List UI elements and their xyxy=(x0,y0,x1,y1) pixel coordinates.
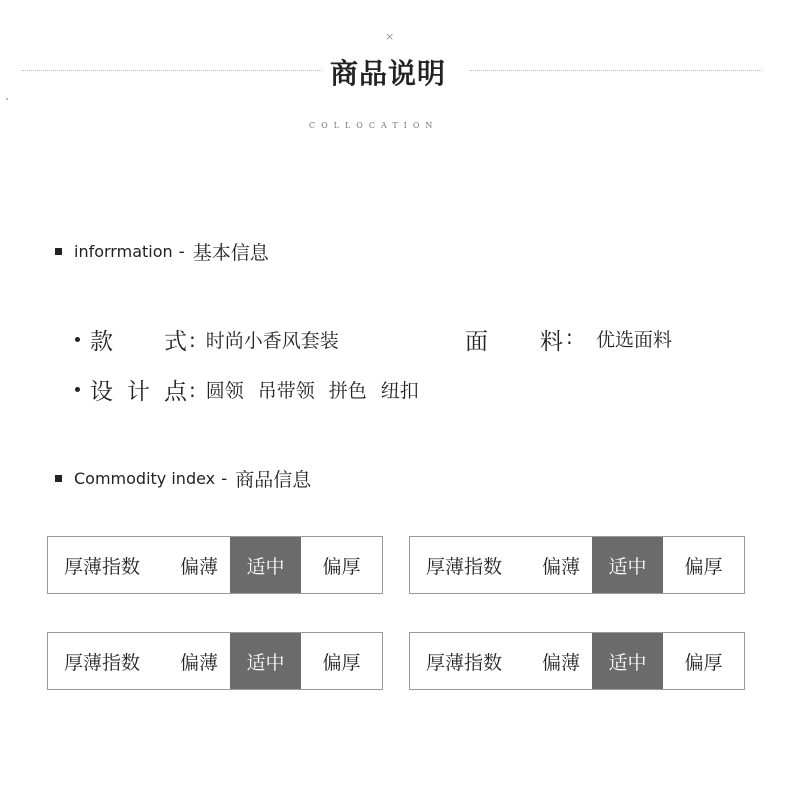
thickness-option-thin: 偏薄 xyxy=(542,555,581,578)
thickness-option-thin: 偏薄 xyxy=(180,651,219,674)
fabric-label-1: 面 xyxy=(465,329,488,355)
section-basic-info-header xyxy=(55,238,269,265)
section-separator: - xyxy=(221,468,228,489)
thickness-option-medium-selected: 适中 xyxy=(230,537,301,593)
section-separator: - xyxy=(178,241,185,262)
thickness-index-label: 厚薄指数 xyxy=(64,651,141,674)
thickness-index-box xyxy=(409,536,745,594)
style-colon: : xyxy=(189,327,196,352)
thickness-index-box xyxy=(409,632,745,690)
square-bullet-icon xyxy=(55,248,62,255)
thickness-option-thick: 偏厚 xyxy=(684,555,723,578)
fabric-value: 优选面料 xyxy=(596,329,673,351)
thickness-index-label: 厚薄指数 xyxy=(64,555,141,578)
section-commodity-index-header xyxy=(55,465,311,492)
design-tag: 纽扣 xyxy=(380,380,419,402)
section-cn-label: 基本信息 xyxy=(192,242,269,264)
section-cn-label: 商品信息 xyxy=(235,469,312,491)
thickness-option-medium-selected: 适中 xyxy=(592,633,663,689)
thickness-option-medium-selected: 适中 xyxy=(592,537,663,593)
fabric-label-2: 料 xyxy=(540,329,563,355)
thickness-option-thick: 偏厚 xyxy=(322,651,361,674)
bullet-dot-icon xyxy=(75,337,80,342)
section-en-label: Commodity index xyxy=(74,469,216,488)
decorative-dot xyxy=(6,98,8,100)
bullet-dot-icon xyxy=(75,387,80,392)
page-subtitle: COLLOCATION xyxy=(309,121,439,130)
title-divider-right xyxy=(470,70,762,71)
design-label-char: 设 xyxy=(90,379,113,405)
thickness-option-medium-selected: 适中 xyxy=(230,633,301,689)
square-bullet-icon xyxy=(55,475,62,482)
design-tag: 吊带领 xyxy=(257,380,315,402)
thickness-index-box xyxy=(47,632,383,690)
thickness-index-box xyxy=(47,536,383,594)
design-colon: : xyxy=(189,377,196,402)
section-en-label: inforrmation xyxy=(74,242,173,261)
design-tag: 圆领 xyxy=(205,380,244,402)
thickness-option-thin: 偏薄 xyxy=(542,651,581,674)
title-divider-left xyxy=(22,70,322,71)
fabric-colon: : xyxy=(566,325,573,349)
info-row-style xyxy=(75,323,339,356)
style-value: 时尚小香风套装 xyxy=(205,330,339,352)
thickness-index-label: 厚薄指数 xyxy=(426,555,503,578)
thickness-index-label: 厚薄指数 xyxy=(426,651,503,674)
info-row-design xyxy=(75,373,433,406)
design-label-char: 计 xyxy=(127,379,150,405)
thickness-option-thin: 偏薄 xyxy=(180,555,219,578)
style-label-2: 式 xyxy=(164,329,187,355)
design-label-char: 点 xyxy=(164,379,187,405)
style-label-1: 款 xyxy=(90,329,113,355)
thickness-option-thick: 偏厚 xyxy=(322,555,361,578)
page-title: 商品说明 xyxy=(330,57,447,90)
thickness-option-thick: 偏厚 xyxy=(684,651,723,674)
close-mark: × xyxy=(385,30,395,43)
design-tag: 拼色 xyxy=(328,380,367,402)
